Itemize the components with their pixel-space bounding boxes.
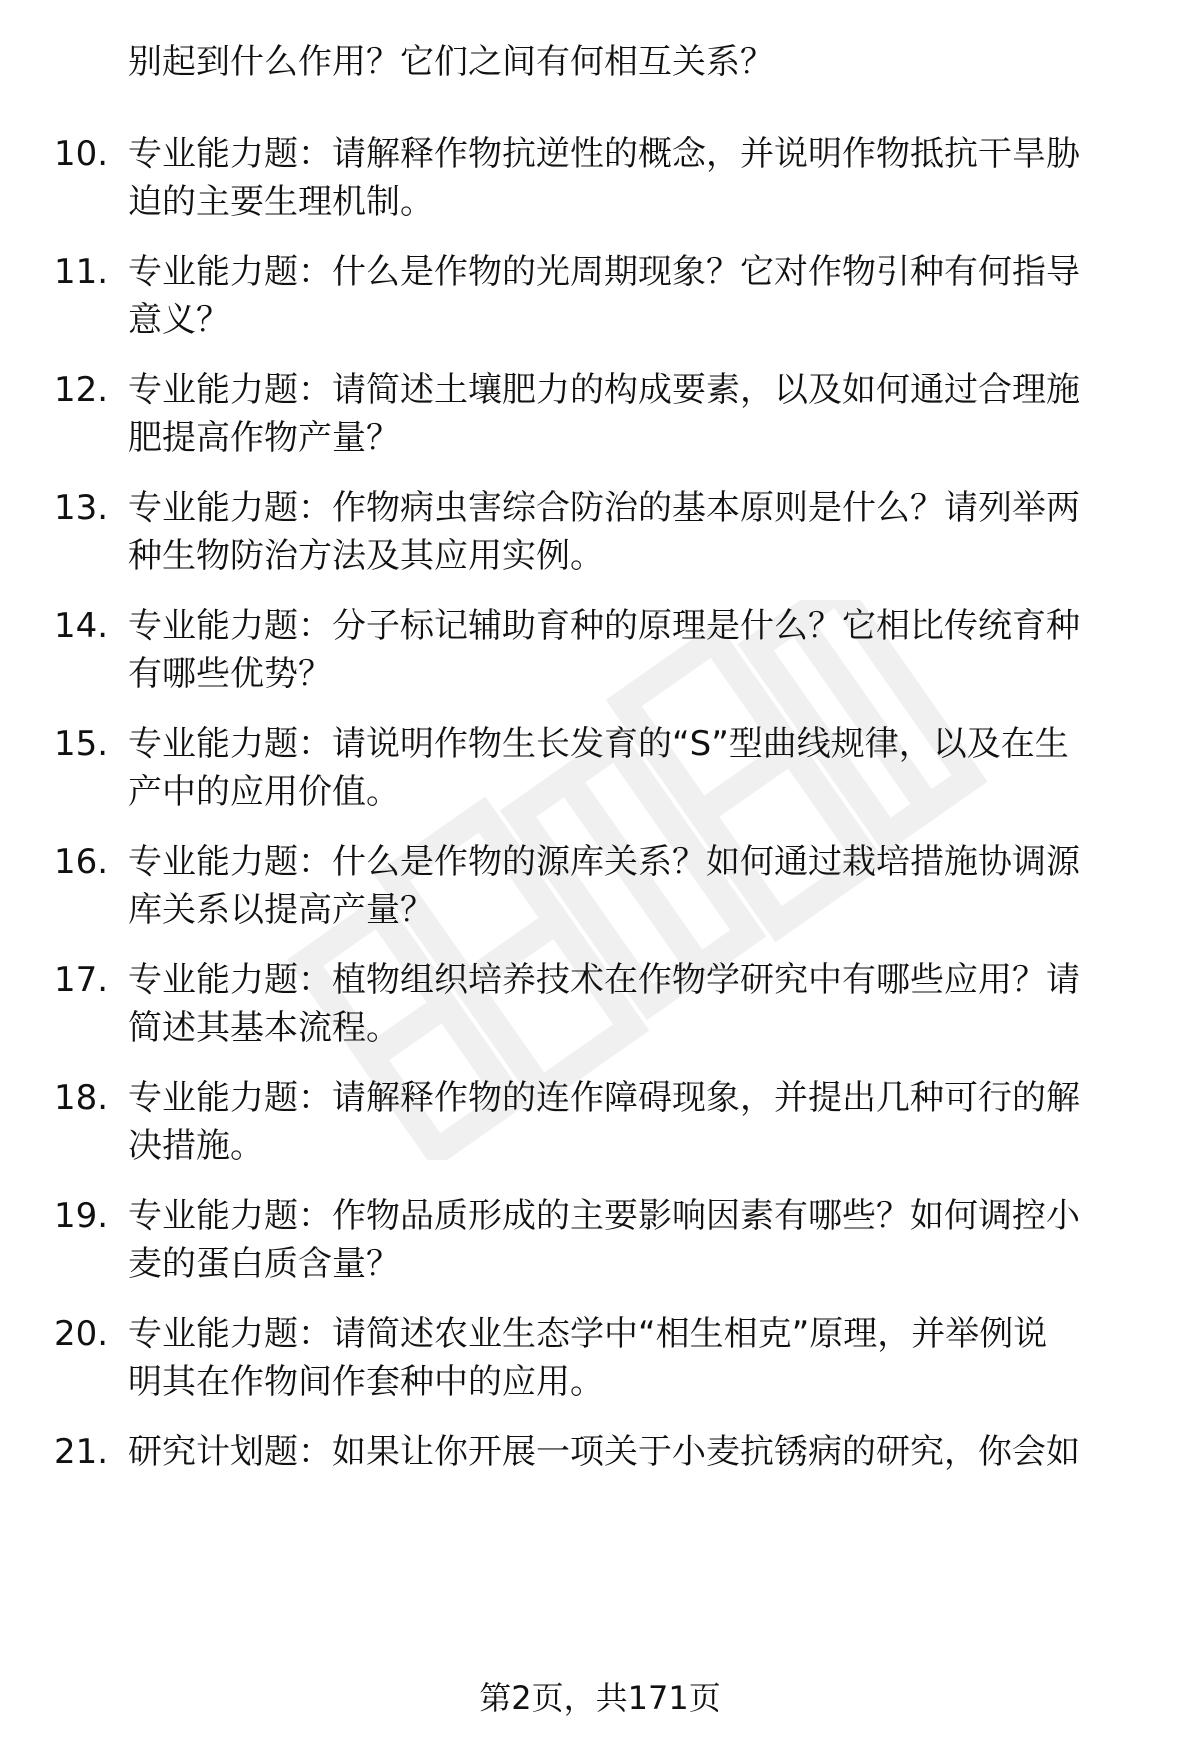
question-line: 研究计划题：如果让你开展一项关于小麦抗锈病的研究，你会如 bbox=[128, 1432, 1080, 1472]
question-line: 专业能力题：请解释作物抗逆性的概念，并说明作物抵抗干旱胁 bbox=[128, 134, 1080, 174]
question-number: 10. bbox=[54, 134, 109, 174]
question-line: 迫的主要生理机制。 bbox=[128, 182, 434, 222]
question-line: 种生物防治方法及其应用实例。 bbox=[128, 536, 604, 576]
question-line: 有哪些优势？ bbox=[128, 654, 332, 694]
question-line: 专业能力题：作物品质形成的主要影响因素有哪些？如何调控小 bbox=[128, 1196, 1080, 1236]
question-line: 肥提高作物产量？ bbox=[128, 418, 400, 458]
question-line: 产中的应用价值。 bbox=[128, 772, 400, 812]
question-line: 专业能力题：作物病虫害综合防治的基本原则是什么？请列举两 bbox=[128, 488, 1080, 528]
question-line: 简述其基本流程。 bbox=[128, 1008, 400, 1048]
question-text bbox=[128, 1192, 1153, 1288]
question-line: 意义？ bbox=[128, 300, 230, 340]
question-line: 专业能力题：请简述农业生态学中“相生相克”原理，并举例说 bbox=[128, 1314, 1048, 1354]
question-line: 专业能力题：请解释作物的连作障碍现象，并提出几种可行的解 bbox=[128, 1078, 1080, 1118]
question-number: 21. bbox=[54, 1432, 109, 1472]
continuation-text: 别起到什么作用？它们之间有何相互关系？ bbox=[128, 42, 774, 82]
question-text bbox=[128, 956, 1153, 1052]
question-text bbox=[128, 130, 1153, 226]
question-text bbox=[128, 838, 1153, 934]
question-text bbox=[128, 1074, 1153, 1170]
question-number: 20. bbox=[54, 1314, 109, 1354]
question-number: 18. bbox=[54, 1078, 109, 1118]
question-number: 19. bbox=[54, 1196, 109, 1236]
question-line: 专业能力题：分子标记辅助育种的原理是什么？它相比传统育种 bbox=[128, 606, 1080, 646]
question-line: 明其在作物间作套种中的应用。 bbox=[128, 1362, 604, 1402]
question-line: 专业能力题：什么是作物的源库关系？如何通过栽培措施协调源 bbox=[128, 842, 1080, 882]
question-number: 15. bbox=[54, 724, 109, 764]
question-number: 17. bbox=[54, 960, 109, 1000]
question-number: 13. bbox=[54, 488, 109, 528]
question-line: 专业能力题：植物组织培养技术在作物学研究中有哪些应用？请 bbox=[128, 960, 1080, 1000]
question-line: 决措施。 bbox=[128, 1126, 264, 1166]
question-number: 12. bbox=[54, 370, 109, 410]
question-text bbox=[128, 1310, 1153, 1406]
question-text bbox=[128, 602, 1153, 698]
question-number: 11. bbox=[54, 252, 109, 292]
question-text bbox=[128, 366, 1153, 462]
question-text bbox=[128, 720, 1153, 816]
question-line: 麦的蛋白质含量？ bbox=[128, 1244, 400, 1284]
question-text bbox=[128, 248, 1153, 344]
page-footer: 第2页，共171页 bbox=[479, 1679, 721, 1717]
question-text bbox=[128, 1428, 1153, 1476]
question-number: 14. bbox=[54, 606, 109, 646]
question-text bbox=[128, 484, 1153, 580]
question-line: 库关系以提高产量？ bbox=[128, 890, 434, 930]
question-line: 专业能力题：请说明作物生长发育的“S”型曲线规律，以及在生 bbox=[128, 724, 1069, 764]
question-number: 16. bbox=[54, 842, 109, 882]
question-line: 专业能力题：什么是作物的光周期现象？它对作物引种有何指导 bbox=[128, 252, 1080, 292]
question-line: 专业能力题：请简述土壤肥力的构成要素，以及如何通过合理施 bbox=[128, 370, 1080, 410]
